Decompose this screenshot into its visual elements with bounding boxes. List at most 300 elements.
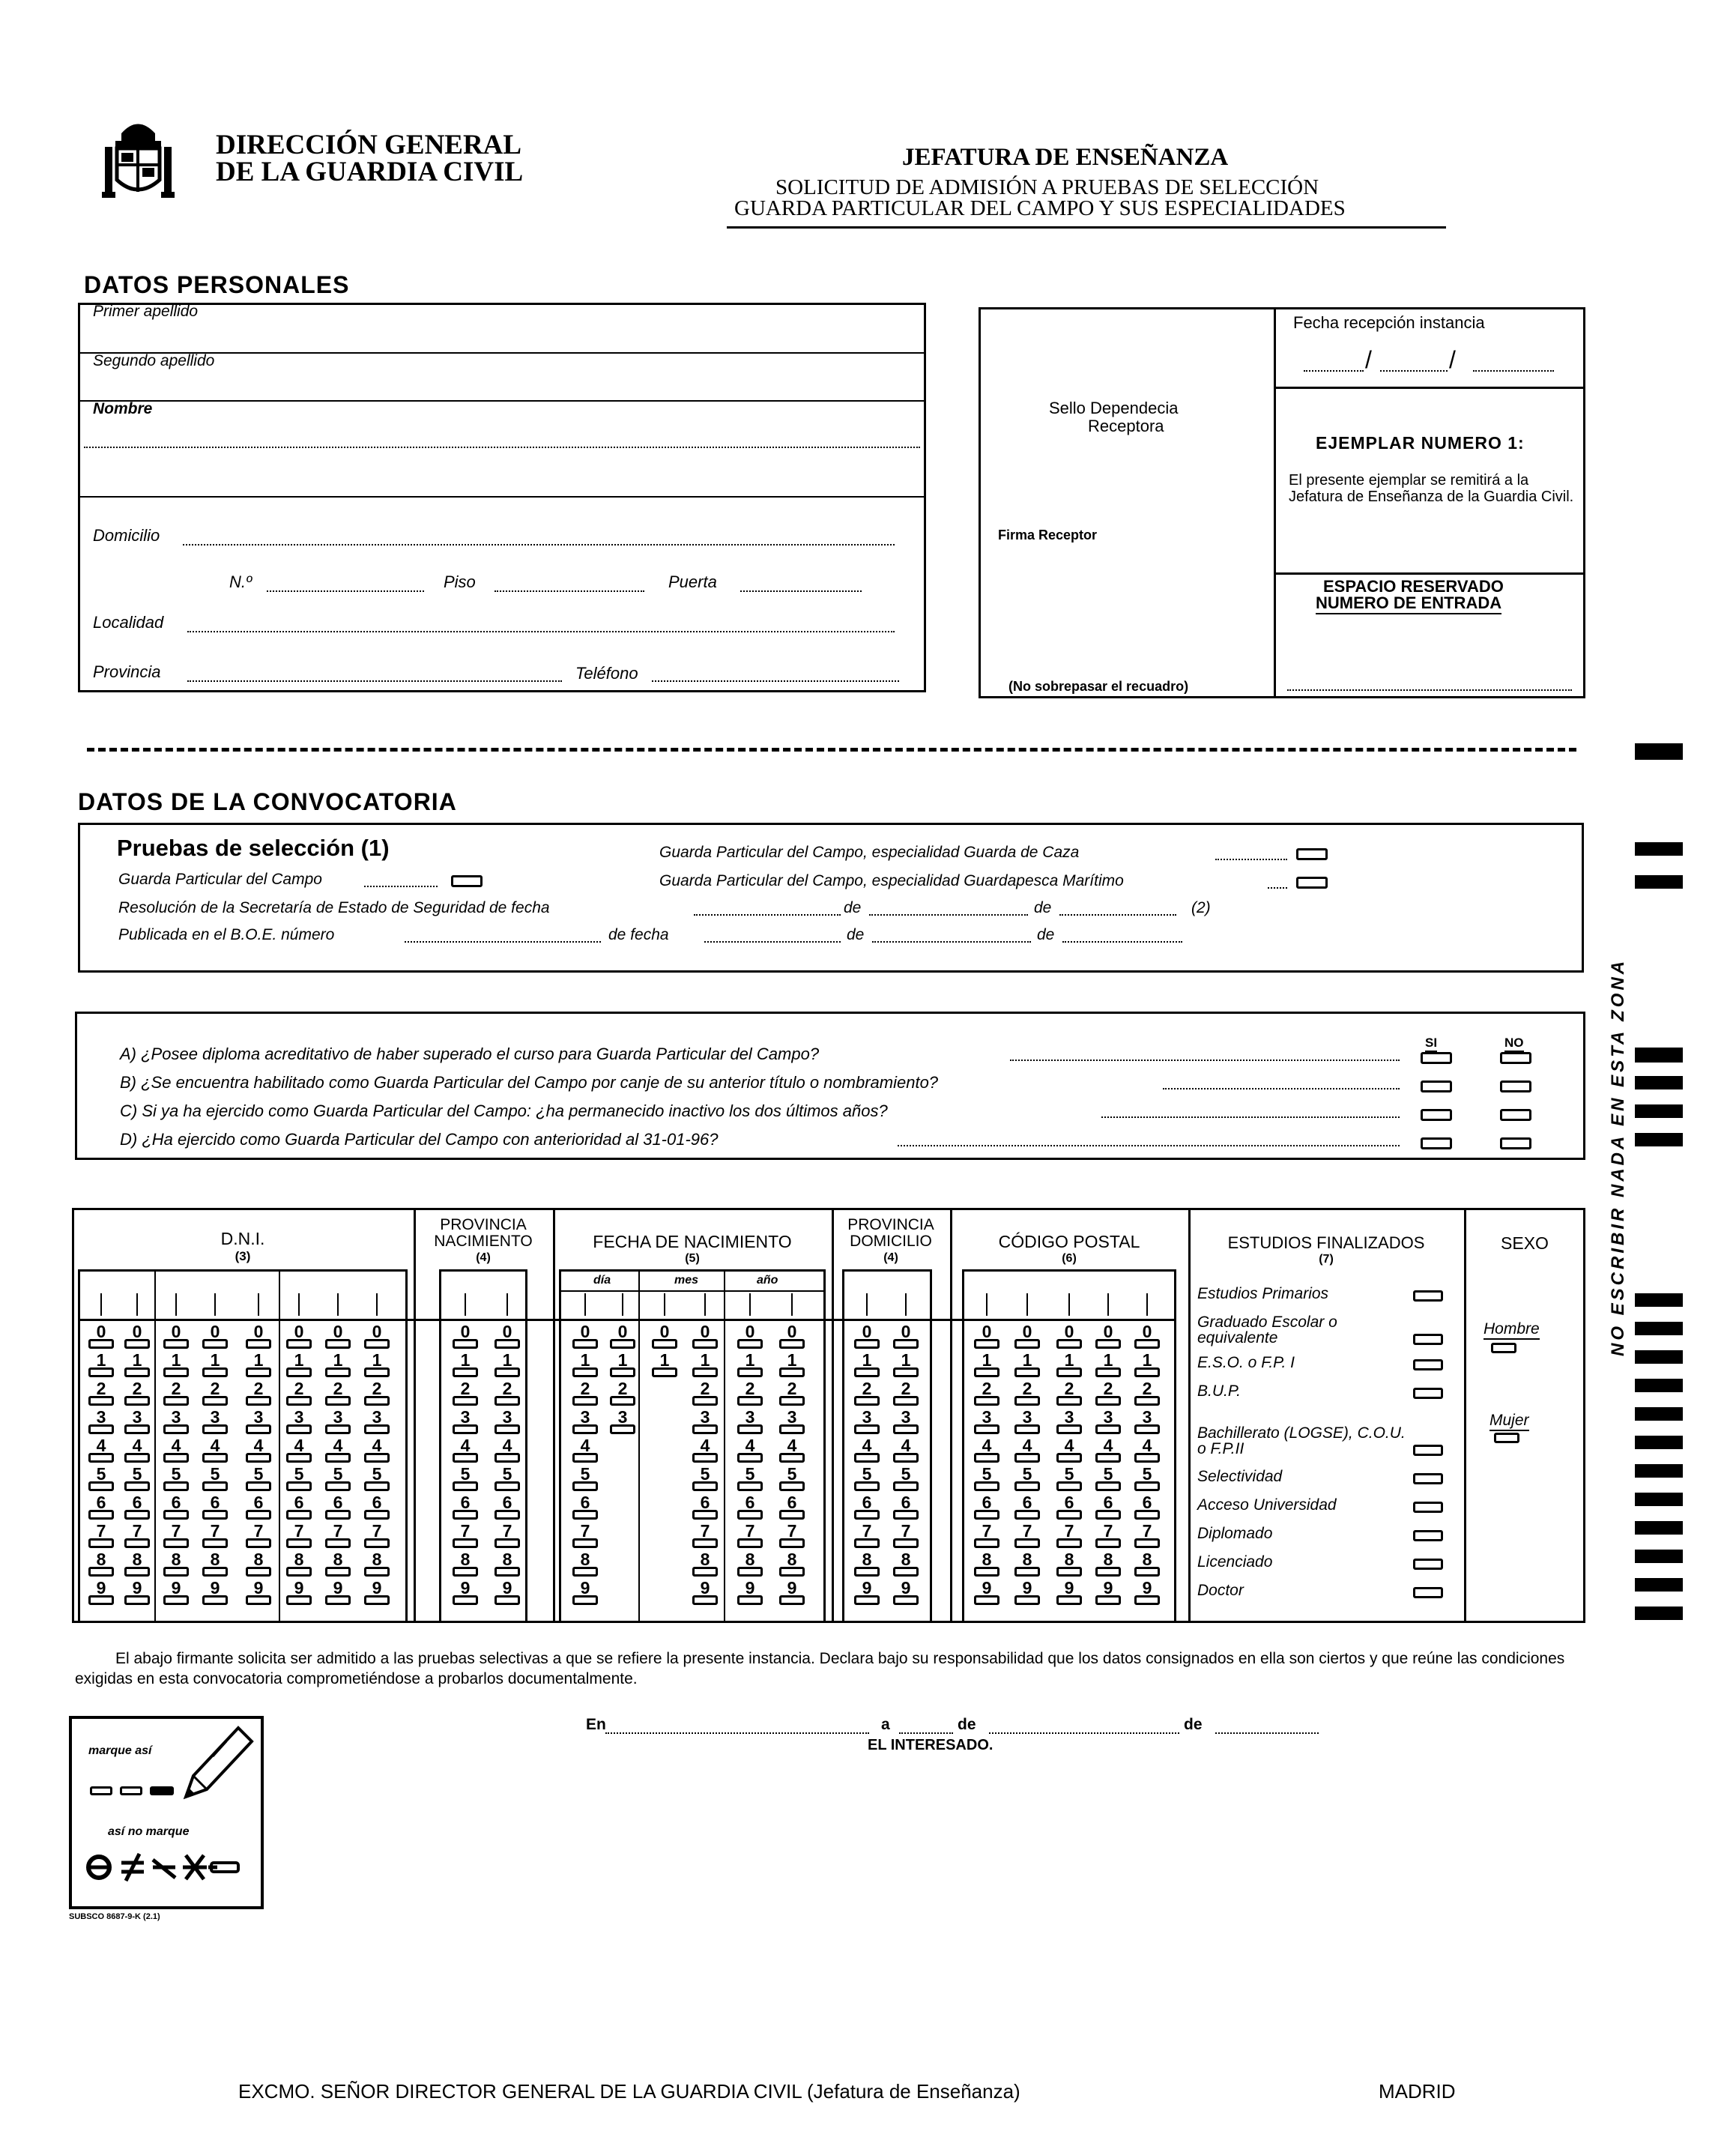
- bubble: [1134, 1453, 1160, 1463]
- resolucion-month-line[interactable]: [869, 914, 1028, 916]
- dni-digit-bubble[interactable]: [241, 1409, 276, 1437]
- digit-label: 4: [745, 1436, 755, 1455]
- estudios-option-bubble[interactable]: [1413, 1530, 1443, 1541]
- cp-digit-bubble[interactable]: [1091, 1523, 1125, 1551]
- cp-digit-bubble[interactable]: [1130, 1580, 1164, 1608]
- digit-label: 5: [787, 1464, 797, 1484]
- cp-digit-bubble[interactable]: [1091, 1323, 1125, 1352]
- dni-digit-bubble[interactable]: [282, 1437, 316, 1466]
- fecha-ano-digit-bubble[interactable]: [775, 1551, 809, 1580]
- fecha-mes2-digit-bubble[interactable]: [688, 1323, 722, 1352]
- dni-digit-bubble[interactable]: [84, 1437, 118, 1466]
- dni-digit-bubble[interactable]: [321, 1437, 355, 1466]
- question-d-no[interactable]: [1500, 1137, 1531, 1149]
- cp-digit-bubble[interactable]: [1091, 1466, 1125, 1494]
- estudios-option-bubble[interactable]: [1413, 1388, 1443, 1399]
- digit-label: 3: [502, 1407, 512, 1427]
- dni-digit-bubble[interactable]: [360, 1551, 394, 1580]
- dni-digit-bubble[interactable]: [159, 1409, 193, 1437]
- question-a-si[interactable]: [1421, 1052, 1452, 1064]
- prov-nac-digit-bubble[interactable]: [490, 1380, 524, 1409]
- question-b: B) ¿Se encuentra habilitado como Guarda Particular del Campo por canje de su anterior título o nombramiento?: [120, 1073, 939, 1092]
- bubble: [495, 1424, 520, 1434]
- fecha-mes2-digit-bubble[interactable]: [688, 1437, 722, 1466]
- dni-digit-bubble[interactable]: [282, 1494, 316, 1523]
- dni-digit-bubble[interactable]: [120, 1409, 154, 1437]
- fecha-year[interactable]: [1473, 370, 1554, 372]
- dni-digit-bubble[interactable]: [198, 1551, 232, 1580]
- dni-digit-bubble[interactable]: [321, 1323, 355, 1352]
- estudios-option-bubble[interactable]: [1413, 1359, 1443, 1370]
- prov-nac-digit-bubble[interactable]: [448, 1409, 483, 1437]
- dni-digit-bubble[interactable]: [282, 1580, 316, 1608]
- dni-digit-bubble[interactable]: [84, 1466, 118, 1494]
- prov-nac-digit-bubble[interactable]: [490, 1580, 524, 1608]
- dni-digit-bubble[interactable]: [360, 1466, 394, 1494]
- prov-nac-digit-bubble[interactable]: [490, 1409, 524, 1437]
- estudios-option-label: B.U.P.: [1197, 1382, 1241, 1400]
- dni-digit-bubble[interactable]: [198, 1409, 232, 1437]
- fecha-mes2-digit-bubble[interactable]: [688, 1523, 722, 1551]
- prov-dom-digit-bubble[interactable]: [889, 1323, 923, 1352]
- prov-nac-digit-bubble[interactable]: [448, 1437, 483, 1466]
- cp-digit-bubble[interactable]: [1010, 1409, 1044, 1437]
- fecha-mes-digit-bubble[interactable]: [647, 1323, 682, 1352]
- prov-dom-digit-bubble[interactable]: [889, 1523, 923, 1551]
- fecha-ano-digit-bubble[interactable]: [775, 1352, 809, 1380]
- cp-digit-bubble[interactable]: [1130, 1466, 1164, 1494]
- dni-digit-bubble[interactable]: [159, 1323, 193, 1352]
- guarda-pesca-checkbox[interactable]: [1296, 877, 1328, 889]
- dni-digit-bubble[interactable]: [198, 1580, 232, 1608]
- prov-nac-digit-bubble[interactable]: [448, 1551, 483, 1580]
- cp-digit-bubble[interactable]: [1052, 1523, 1086, 1551]
- dni-digit-bubble[interactable]: [198, 1494, 232, 1523]
- fecha-mes2-digit-bubble[interactable]: [688, 1380, 722, 1409]
- fecha-dia-digit-bubble[interactable]: [605, 1323, 640, 1352]
- digit-label: 6: [502, 1493, 512, 1512]
- question-c-si[interactable]: [1421, 1109, 1452, 1121]
- dni-digit-bubble[interactable]: [159, 1523, 193, 1551]
- prov-nac-digit-bubble[interactable]: [490, 1437, 524, 1466]
- dni-digit-bubble[interactable]: [360, 1409, 394, 1437]
- guarda-campo-checkbox[interactable]: [451, 875, 483, 887]
- prov-dom-digit-bubble[interactable]: [889, 1437, 923, 1466]
- fecha-mes2-digit-bubble[interactable]: [688, 1352, 722, 1380]
- dni-digit-bubble[interactable]: [120, 1580, 154, 1608]
- prov-nac-digit-bubble[interactable]: [448, 1580, 483, 1608]
- dni-digit-bubble[interactable]: [159, 1580, 193, 1608]
- fecha-ano-digit-bubble[interactable]: [775, 1466, 809, 1494]
- dni-digit-bubble[interactable]: [159, 1437, 193, 1466]
- question-b-no[interactable]: [1500, 1080, 1531, 1092]
- dni-digit-bubble[interactable]: [120, 1380, 154, 1409]
- signature-year-line[interactable]: [1215, 1732, 1319, 1734]
- fecha-mes-digit-bubble[interactable]: [647, 1352, 682, 1380]
- bubble: [202, 1453, 228, 1463]
- prov-nac-digit-bubble[interactable]: [490, 1551, 524, 1580]
- dni-digit-bubble[interactable]: [321, 1380, 355, 1409]
- dni-digit-bubble[interactable]: [360, 1437, 394, 1466]
- boe-year-line[interactable]: [1062, 941, 1182, 943]
- dni-digit-bubble[interactable]: [198, 1380, 232, 1409]
- dni-digit-bubble[interactable]: [198, 1352, 232, 1380]
- prov-nac-digit-bubble[interactable]: [448, 1380, 483, 1409]
- fecha-dia-digit-bubble[interactable]: [568, 1352, 602, 1380]
- dni-digit-bubble[interactable]: [84, 1523, 118, 1551]
- dni-digit-bubble[interactable]: [282, 1523, 316, 1551]
- dni-digit-bubble[interactable]: [84, 1409, 118, 1437]
- estudios-option-bubble[interactable]: [1413, 1445, 1443, 1456]
- estudios-option-bubble[interactable]: [1413, 1559, 1443, 1570]
- signature-place-line[interactable]: [605, 1732, 869, 1734]
- dni-digit-bubble[interactable]: [198, 1323, 232, 1352]
- prov-nac-digit-bubble[interactable]: [490, 1466, 524, 1494]
- cp-digit-bubble[interactable]: [1091, 1437, 1125, 1466]
- cp-digit-bubble[interactable]: [1130, 1494, 1164, 1523]
- dni-digit-bubble[interactable]: [360, 1380, 394, 1409]
- timing-mark: [1635, 1379, 1683, 1392]
- cp-digit-bubble[interactable]: [1052, 1551, 1086, 1580]
- dni-digit-bubble[interactable]: [241, 1380, 276, 1409]
- prov-nac-digit-bubble[interactable]: [490, 1523, 524, 1551]
- question-a-no[interactable]: [1500, 1052, 1531, 1064]
- cp-digit-bubble[interactable]: [1010, 1523, 1044, 1551]
- dni-digit-bubble[interactable]: [321, 1551, 355, 1580]
- bubble: [974, 1396, 999, 1406]
- bubble: [692, 1481, 718, 1491]
- boe-fecha-line[interactable]: [704, 941, 841, 943]
- numero-line[interactable]: [267, 590, 424, 592]
- cp-digit-bubble[interactable]: [970, 1551, 1004, 1580]
- dni-digit-bubble[interactable]: [198, 1523, 232, 1551]
- dni-digit-bubble[interactable]: [84, 1494, 118, 1523]
- cp-digit-bubble[interactable]: [970, 1380, 1004, 1409]
- fecha-dia-digit-bubble[interactable]: [568, 1380, 602, 1409]
- cp-digit-bubble[interactable]: [1091, 1409, 1125, 1437]
- dni-digit-bubble[interactable]: [120, 1466, 154, 1494]
- cp-digit-bubble[interactable]: [970, 1409, 1004, 1437]
- dni-digit-bubble[interactable]: [241, 1494, 276, 1523]
- dni-digit-bubble[interactable]: [321, 1352, 355, 1380]
- dni-digit-bubble[interactable]: [120, 1437, 154, 1466]
- boe-month-line[interactable]: [872, 941, 1031, 943]
- prov-nac-digit-bubble[interactable]: [490, 1323, 524, 1352]
- digit-label: 1: [862, 1350, 872, 1370]
- question-d-si[interactable]: [1421, 1137, 1452, 1149]
- boe-de-2: de: [1037, 926, 1055, 943]
- dni-digit-bubble[interactable]: [321, 1494, 355, 1523]
- dni-digit-bubble[interactable]: [159, 1551, 193, 1580]
- hombre-bubble[interactable]: [1491, 1343, 1516, 1353]
- fecha-dia-digit-bubble: [605, 1580, 640, 1608]
- dni-digit-bubble[interactable]: [120, 1523, 154, 1551]
- fecha-dia-digit-bubble[interactable]: [605, 1409, 640, 1437]
- resolucion-year-line[interactable]: [1059, 914, 1176, 916]
- cp-digit-bubble[interactable]: [1052, 1580, 1086, 1608]
- cp-digit-bubble[interactable]: [1091, 1352, 1125, 1380]
- dni-digit-bubble[interactable]: [321, 1523, 355, 1551]
- digit-label: 9: [745, 1578, 755, 1598]
- estudios-option-bubble[interactable]: [1413, 1502, 1443, 1513]
- digit-label: 6: [1142, 1493, 1152, 1512]
- guarda-caza-checkbox[interactable]: [1296, 848, 1328, 860]
- digit-label: 1: [901, 1350, 911, 1370]
- nombre-line[interactable]: [84, 447, 920, 448]
- fecha-day[interactable]: [1304, 370, 1364, 372]
- cp-digit-bubble[interactable]: [1130, 1437, 1164, 1466]
- fecha-dia-digit-bubble[interactable]: [568, 1551, 602, 1580]
- write-in-divider: [506, 1293, 508, 1316]
- cp-digit-bubble[interactable]: [1010, 1352, 1044, 1380]
- cp-digit-bubble[interactable]: [970, 1352, 1004, 1380]
- cp-digit-bubble[interactable]: [1010, 1437, 1044, 1466]
- dni-digit-bubble[interactable]: [241, 1580, 276, 1608]
- fecha-ano-digit-bubble[interactable]: [775, 1580, 809, 1608]
- prov-nac-digit-bubble[interactable]: [448, 1494, 483, 1523]
- boe-numero-line[interactable]: [405, 941, 601, 943]
- digit-label: 3: [210, 1407, 220, 1427]
- cp-digit-bubble[interactable]: [1010, 1380, 1044, 1409]
- cp-digit-bubble[interactable]: [1052, 1437, 1086, 1466]
- estudios-option-bubble[interactable]: [1413, 1334, 1443, 1345]
- dni-digit-bubble[interactable]: [120, 1494, 154, 1523]
- domicilio-line[interactable]: [183, 544, 895, 545]
- dni-digit-bubble[interactable]: [360, 1352, 394, 1380]
- fecha-dia-digit-bubble[interactable]: [568, 1437, 602, 1466]
- dni-digit-bubble[interactable]: [241, 1551, 276, 1580]
- provincia-line[interactable]: [187, 680, 562, 682]
- prov-dom-digit-bubble[interactable]: [889, 1352, 923, 1380]
- fecha-ano-digit-bubble[interactable]: [733, 1466, 767, 1494]
- prov-nac-digit-bubble[interactable]: [490, 1352, 524, 1380]
- dni-digit-bubble[interactable]: [321, 1466, 355, 1494]
- bubble: [453, 1481, 478, 1491]
- dni-digit-bubble[interactable]: [198, 1466, 232, 1494]
- fecha-ano-digit-bubble[interactable]: [775, 1409, 809, 1437]
- bubble: [1056, 1453, 1082, 1463]
- cp-digit-bubble[interactable]: [1130, 1352, 1164, 1380]
- dni-digit-bubble[interactable]: [360, 1580, 394, 1608]
- dni-digit-bubble[interactable]: [84, 1323, 118, 1352]
- cp-digit-bubble[interactable]: [1010, 1551, 1044, 1580]
- dni-digit-bubble[interactable]: [241, 1523, 276, 1551]
- prov-dom-digit-bubble[interactable]: [850, 1352, 884, 1380]
- digit-label: 4: [1022, 1436, 1032, 1455]
- puerta-line[interactable]: [740, 590, 862, 592]
- dni-digit-bubble[interactable]: [360, 1523, 394, 1551]
- fecha-mes2-digit-bubble[interactable]: [688, 1466, 722, 1494]
- dni-digit-bubble[interactable]: [159, 1466, 193, 1494]
- cp-digit-bubble[interactable]: [1091, 1580, 1125, 1608]
- segundo-apellido-line[interactable]: [78, 400, 926, 402]
- dni-digit-bubble[interactable]: [321, 1580, 355, 1608]
- dni-digit-bubble[interactable]: [120, 1352, 154, 1380]
- fecha-month[interactable]: [1380, 370, 1448, 372]
- cp-digit-bubble[interactable]: [1091, 1380, 1125, 1409]
- dni-digit-bubble[interactable]: [84, 1380, 118, 1409]
- fecha-dia-digit-bubble[interactable]: [568, 1494, 602, 1523]
- digit-label: 8: [1064, 1550, 1074, 1569]
- estudios-option-bubble[interactable]: [1413, 1290, 1443, 1302]
- fecha-ano-digit-bubble[interactable]: [733, 1380, 767, 1409]
- fecha-ano-digit-bubble[interactable]: [775, 1437, 809, 1466]
- fecha-ano-digit-bubble[interactable]: [733, 1323, 767, 1352]
- dni-digit-bubble[interactable]: [241, 1323, 276, 1352]
- cp-digit-bubble[interactable]: [1010, 1466, 1044, 1494]
- dni-digit-bubble[interactable]: [241, 1466, 276, 1494]
- dni-digit-bubble[interactable]: [120, 1551, 154, 1580]
- question-b-si[interactable]: [1421, 1080, 1452, 1092]
- fecha-dia-digit-bubble[interactable]: [568, 1409, 602, 1437]
- prov-nac-digit-bubble[interactable]: [490, 1494, 524, 1523]
- fecha-ano-digit-bubble[interactable]: [733, 1580, 767, 1608]
- cp-digit-bubble[interactable]: [1010, 1323, 1044, 1352]
- dni-digit-bubble[interactable]: [159, 1494, 193, 1523]
- fecha-dia-digit-bubble: [605, 1551, 640, 1580]
- dni-digit-bubble[interactable]: [282, 1380, 316, 1409]
- cp-digit-bubble[interactable]: [1052, 1466, 1086, 1494]
- prov-dom-digit-bubble[interactable]: [889, 1466, 923, 1494]
- fecha-mes2-digit-bubble[interactable]: [688, 1494, 722, 1523]
- prov-dom-digit-bubble[interactable]: [889, 1580, 923, 1608]
- fecha-mes2-digit-bubble[interactable]: [688, 1409, 722, 1437]
- question-c-no[interactable]: [1500, 1109, 1531, 1121]
- prov-dom-digit-bubble[interactable]: [850, 1551, 884, 1580]
- fecha-ano-digit-bubble[interactable]: [733, 1551, 767, 1580]
- prov-nac-digit-bubble[interactable]: [448, 1323, 483, 1352]
- bubble: [974, 1424, 999, 1434]
- fecha-ano-digit-bubble[interactable]: [733, 1409, 767, 1437]
- prov-dom-digit-bubble[interactable]: [850, 1380, 884, 1409]
- prov-dom-digit-bubble[interactable]: [850, 1494, 884, 1523]
- cp-digit-bubble[interactable]: [1052, 1494, 1086, 1523]
- bubble: [495, 1510, 520, 1520]
- dni-digit-bubble[interactable]: [198, 1437, 232, 1466]
- cp-digit-bubble[interactable]: [1091, 1494, 1125, 1523]
- cp-digit-bubble[interactable]: [970, 1437, 1004, 1466]
- fecha-ano-digit-bubble[interactable]: [775, 1323, 809, 1352]
- cp-digit-bubble[interactable]: [970, 1523, 1004, 1551]
- cp-digit-bubble[interactable]: [1091, 1551, 1125, 1580]
- dni-digit-bubble[interactable]: [84, 1580, 118, 1608]
- fecha-ano-digit-bubble[interactable]: [733, 1352, 767, 1380]
- dni-digit-bubble[interactable]: [360, 1323, 394, 1352]
- digit-label: 4: [96, 1436, 106, 1455]
- prov-dom-digit-bubble[interactable]: [889, 1494, 923, 1523]
- cp-digit-bubble[interactable]: [1130, 1551, 1164, 1580]
- bubble: [495, 1367, 520, 1377]
- dni-digit-bubble[interactable]: [282, 1409, 316, 1437]
- estudios-option-bubble[interactable]: [1413, 1473, 1443, 1484]
- telefono-line[interactable]: [652, 680, 899, 682]
- cp-digit-bubble[interactable]: [1052, 1409, 1086, 1437]
- prov-dom-digit-bubble[interactable]: [850, 1437, 884, 1466]
- fecha-ano-digit-bubble[interactable]: [733, 1523, 767, 1551]
- cp-digit-bubble[interactable]: [1052, 1323, 1086, 1352]
- fecha-dia-column: [605, 1323, 640, 1608]
- dni-digit-bubble[interactable]: [282, 1323, 316, 1352]
- fecha-ano-digit-bubble[interactable]: [775, 1523, 809, 1551]
- digit-label: 3: [617, 1407, 628, 1427]
- fecha-dia-digit-bubble[interactable]: [568, 1323, 602, 1352]
- fecha-dia-digit-bubble[interactable]: [568, 1580, 602, 1608]
- cp-digit-bubble[interactable]: [1130, 1409, 1164, 1437]
- cp-digit-bubble[interactable]: [1010, 1580, 1044, 1608]
- dni-digit-bubble[interactable]: [241, 1352, 276, 1380]
- dni-digit-bubble[interactable]: [84, 1352, 118, 1380]
- dni-digit-bubble[interactable]: [241, 1437, 276, 1466]
- fecha-ano-digit-bubble[interactable]: [775, 1494, 809, 1523]
- fecha-dia-digit-bubble[interactable]: [605, 1380, 640, 1409]
- cp-digit-bubble[interactable]: [970, 1466, 1004, 1494]
- estudios-option-label: Licenciado: [1197, 1553, 1273, 1571]
- cp-digit-bubble[interactable]: [1130, 1380, 1164, 1409]
- dni-digit-bubble[interactable]: [84, 1551, 118, 1580]
- fecha-ano-digit-bubble[interactable]: [733, 1494, 767, 1523]
- numero-entrada-line[interactable]: [1287, 689, 1572, 691]
- dni-digit-bubble[interactable]: [282, 1352, 316, 1380]
- piso-line[interactable]: [495, 590, 644, 592]
- prov-dom-digit-bubble[interactable]: [850, 1466, 884, 1494]
- prov-dom-digit-bubble[interactable]: [850, 1580, 884, 1608]
- localidad-line[interactable]: [187, 631, 895, 632]
- fecha-mes2-digit-bubble[interactable]: [688, 1551, 722, 1580]
- dni-digit-bubble[interactable]: [120, 1323, 154, 1352]
- dni-digit-bubble[interactable]: [321, 1409, 355, 1437]
- fecha-ano-digit-bubble[interactable]: [733, 1437, 767, 1466]
- cp-digit-bubble[interactable]: [1052, 1352, 1086, 1380]
- fecha-ano-digit-bubble[interactable]: [775, 1380, 809, 1409]
- prov-dom-digit-bubble[interactable]: [850, 1323, 884, 1352]
- bubble: [124, 1481, 150, 1491]
- prov-dom-digit-bubble[interactable]: [889, 1380, 923, 1409]
- cp-digit-bubble[interactable]: [1130, 1323, 1164, 1352]
- prov-dom-digit-bubble[interactable]: [889, 1551, 923, 1580]
- cp-digit-bubble[interactable]: [1052, 1380, 1086, 1409]
- dni-digit-bubble[interactable]: [159, 1352, 193, 1380]
- resolucion-fecha-line[interactable]: [694, 914, 841, 916]
- fecha-dia-digit-bubble[interactable]: [568, 1466, 602, 1494]
- cp-digit-bubble[interactable]: [970, 1494, 1004, 1523]
- signature-month-line[interactable]: [989, 1732, 1179, 1734]
- cp-digit-bubble[interactable]: [1010, 1494, 1044, 1523]
- cp-digit-bubble[interactable]: [970, 1323, 1004, 1352]
- signature-day-line[interactable]: [899, 1732, 953, 1734]
- prov-dom-digit-bubble[interactable]: [850, 1523, 884, 1551]
- dni-digit-bubble[interactable]: [360, 1494, 394, 1523]
- fecha-mes2-digit-bubble[interactable]: [688, 1580, 722, 1608]
- cp-digit-bubble[interactable]: [1130, 1523, 1164, 1551]
- prov-nac-digit-bubble[interactable]: [448, 1352, 483, 1380]
- dni-column: [241, 1323, 276, 1608]
- fecha-dia-digit-bubble[interactable]: [568, 1523, 602, 1551]
- prov-nac-digit-bubble[interactable]: [448, 1523, 483, 1551]
- bubble: [1095, 1510, 1121, 1520]
- mujer-bubble[interactable]: [1494, 1433, 1519, 1443]
- prov-dom-digit-bubble[interactable]: [889, 1409, 923, 1437]
- cp-digit-bubble[interactable]: [970, 1580, 1004, 1608]
- prov-dom-digit-bubble[interactable]: [850, 1409, 884, 1437]
- dni-digit-bubble[interactable]: [282, 1551, 316, 1580]
- dni-digit-bubble[interactable]: [282, 1466, 316, 1494]
- digit-label: 1: [96, 1350, 106, 1370]
- estudios-option-bubble[interactable]: [1413, 1587, 1443, 1598]
- prov-nac-digit-bubble[interactable]: [448, 1466, 483, 1494]
- dni-digit-bubble[interactable]: [159, 1380, 193, 1409]
- fecha-dia-digit-bubble[interactable]: [605, 1352, 640, 1380]
- digit-label: 8: [1103, 1550, 1113, 1569]
